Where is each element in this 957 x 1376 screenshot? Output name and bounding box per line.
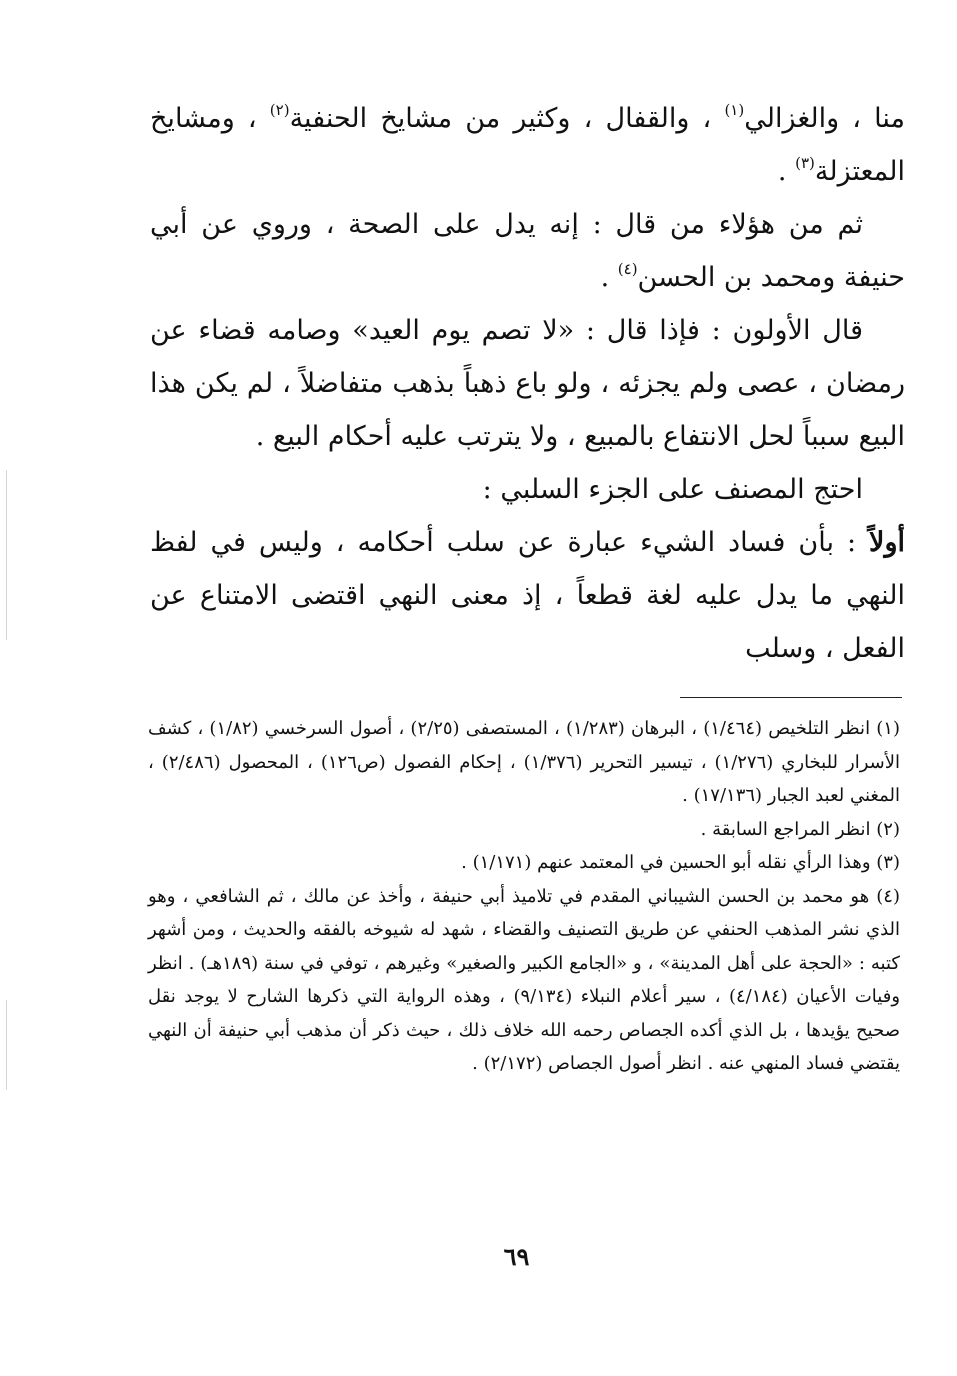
scan-margin-line-lower bbox=[6, 1000, 7, 1090]
paragraph-2 bbox=[150, 198, 905, 304]
footnotes-section bbox=[148, 712, 900, 1081]
page-number: ٦٩ bbox=[503, 1242, 530, 1271]
paragraph-5-lead: أولاً bbox=[869, 527, 905, 558]
paragraph-4: احتج المصنف على الجزء السلبي : bbox=[482, 474, 863, 505]
footnote-4: (٤) هو محمد بن الحسن الشيباني المقدم في تلاميذ أبي حنيفة ، وأخذ عن مالك ، ثم الشافعي ، وهو الذي نشر المذهب الحنفي عن طريق التصنيف والقضاء ، شهد له شيوخه بالفقه والحديث ، ومن أشهر كتبه : «الحجة على أهل المدينة» ، و «الجامع الكبير والصغير» وغيرهم ، توفي في سنة (١٨٩هـ) . انظر وفيات الأعيان (٤/١٨٤) ، سير أعلام النبلاء (٩/١٣٤) ، وهذه الرواية التي ذكرها الشارح لا يوجد نقل صحيح يؤيدها ، بل الذي أكده الجصاص رحمه الله خلاف ذلك ، حيث ذكر أن مذهب أبي حنيفة أن النهي يقتضي فساد المنهي عنه . انظر أصول الجصاص (٢/١٧٢) . bbox=[148, 885, 901, 1074]
footnote-ref-3[interactable]: (٣) bbox=[795, 154, 815, 172]
footnote-1: (١) انظر التلخيص (١/٤٦٤) ، البرهان (١/٢٨٣) ، المستصفى (٢/٢٥) ، أصول السرخسي (١/٨٢) ، كشف الأسرار للبخاري (١/٢٧٦) ، تيسير التحرير (١/٣٧٦) ، إحكام الفصول (ص١٢٦) ، المحصول (٢/٤٨٦) ، المغني لعبد الجبار (١٧/١٣٦) . bbox=[148, 718, 901, 806]
footnote-ref-2[interactable]: (٢) bbox=[269, 101, 290, 119]
footnote-3: (٣) وهذا الرأي نقله أبو الحسين في المعتمد عنهم (١/١٧١) . bbox=[461, 852, 900, 873]
paragraph-5-rest: : بأن فساد الشيء عبارة عن سلب أحكامه ، وليس في لفظ النهي ما يدل عليه لغة قطعاً ، إذ معنى النهي اقتضى الامتناع عن الفعل ، وسلب bbox=[150, 527, 905, 664]
paragraph-1-part-d: . bbox=[777, 156, 796, 187]
footnote-2: (٢) انظر المراجع السابقة . bbox=[700, 818, 900, 840]
paragraph-2-part-b: . bbox=[600, 262, 618, 293]
paragraph-3: قال الأولون : فإذا قال : «لا تصم يوم العيد» وصامه قضاء عن رمضان ، عصى ولم يجزئه ، ولو باع ذهباً بذهب متفاضلاً ، لم يكن هذا البيع سبباً لحل الانتفاع بالمبيع ، ولا يترتب عليه أحكام البيع . bbox=[150, 315, 905, 452]
footnote-ref-4[interactable]: (٤) bbox=[617, 260, 638, 278]
scan-margin-line-upper bbox=[6, 470, 7, 640]
paragraph-1-part-b: ، والقفال ، وكثير من مشايخ الحنفية bbox=[289, 103, 725, 134]
footnote-ref-1[interactable]: (١) bbox=[724, 101, 745, 119]
paragraph-5 bbox=[150, 516, 905, 675]
footnote-separator bbox=[680, 697, 902, 698]
paragraph-1 bbox=[150, 92, 905, 198]
paragraph-1-part-a: منا ، والغزالي bbox=[744, 103, 906, 134]
main-text bbox=[150, 92, 905, 675]
paragraph-1-part-c: ، ومشايخ المعتزلة bbox=[150, 103, 905, 187]
paragraph-2-part-a: ثم من هؤلاء من قال : إنه يدل على الصحة ، وروي عن أبي حنيفة ومحمد بن الحسن bbox=[150, 209, 905, 293]
